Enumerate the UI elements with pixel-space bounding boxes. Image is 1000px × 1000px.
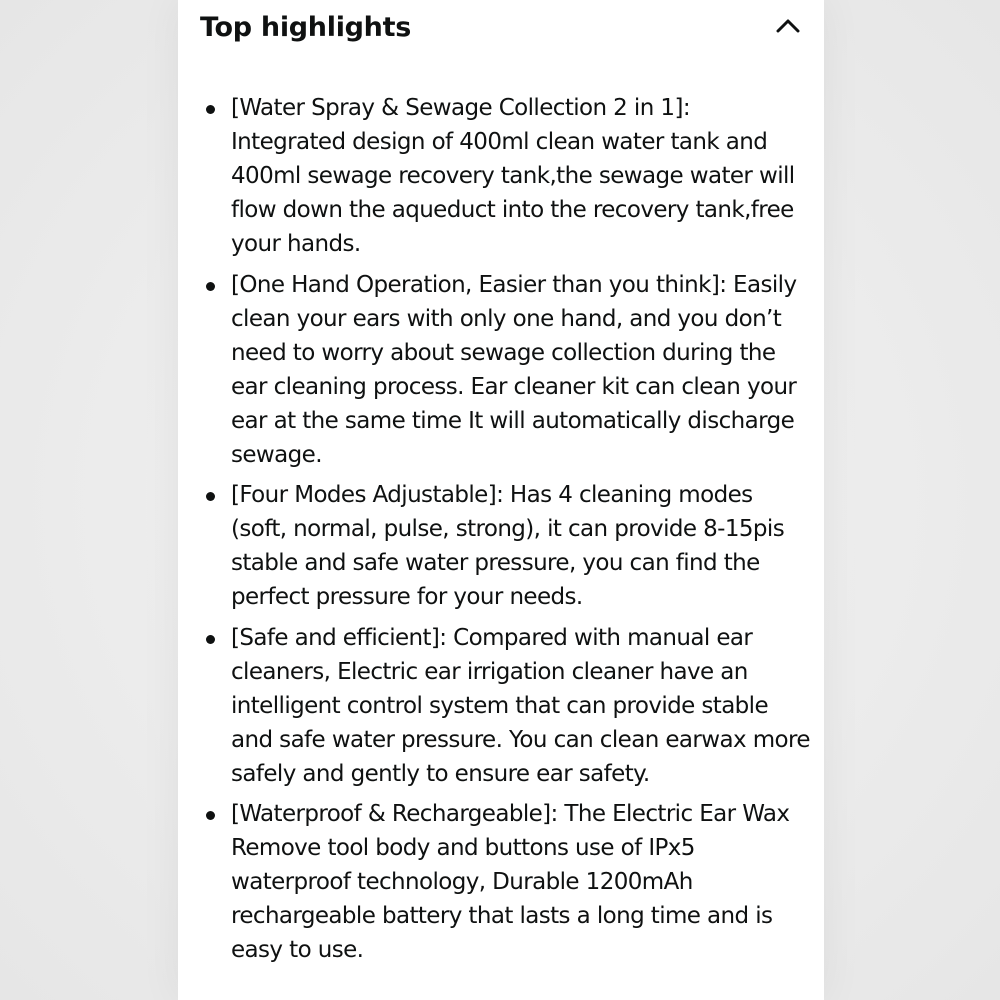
- highlights-list: [178, 91, 824, 974]
- bullet-icon: [206, 282, 215, 291]
- bullet-icon: [206, 492, 215, 501]
- section-header[interactable]: [178, 0, 824, 60]
- bullet-icon: [206, 811, 215, 820]
- bullet-icon: [206, 635, 215, 644]
- highlight-text: [Four Modes Adjustable]: Has 4 cleaning modes (soft, normal, pulse, strong), it can provide 8-15pis stable and safe water pressure, you can find the perfect pressure for your needs.: [231, 482, 785, 610]
- highlight-item: [178, 91, 824, 261]
- highlight-text: [One Hand Operation, Easier than you think]: Easily clean your ears with only one hand, and you don’t need to worry about sewage collection during the ear cleaning process. Ear cleaner kit can clean your ear at the same time It will automatically discharge sewage.: [231, 271, 797, 468]
- highlight-item: [178, 268, 824, 472]
- section-title: Top highlights: [200, 12, 411, 43]
- highlight-item: [178, 621, 824, 791]
- bullet-icon: [206, 105, 215, 114]
- highlight-item: [178, 797, 824, 967]
- highlight-text: [Waterproof & Rechargeable]: The Electric Ear Wax Remove tool body and buttons use of IPx5 waterproof technology, Durable 1200mAh rechargeable battery that lasts a long time and is easy to use.: [231, 801, 790, 963]
- highlight-item: [178, 478, 824, 614]
- highlight-text: [Water Spray & Sewage Collection 2 in 1]: Integrated design of 400ml clean water tank and 400ml sewage recovery tank,the sewage water will flow down the aqueduct into the recovery tank,free your hands.: [231, 95, 795, 257]
- highlights-card: [178, 0, 824, 1000]
- collapse-toggle-button[interactable]: [768, 10, 808, 46]
- chevron-up-icon: [776, 16, 800, 34]
- highlight-text: [Safe and efficient]: Compared with manual ear cleaners, Electric ear irrigation cleaner have an intelligent control system that can provide stable and safe water pressure. You can clean earwax more safely and gently to ensure ear safety.: [231, 624, 810, 787]
